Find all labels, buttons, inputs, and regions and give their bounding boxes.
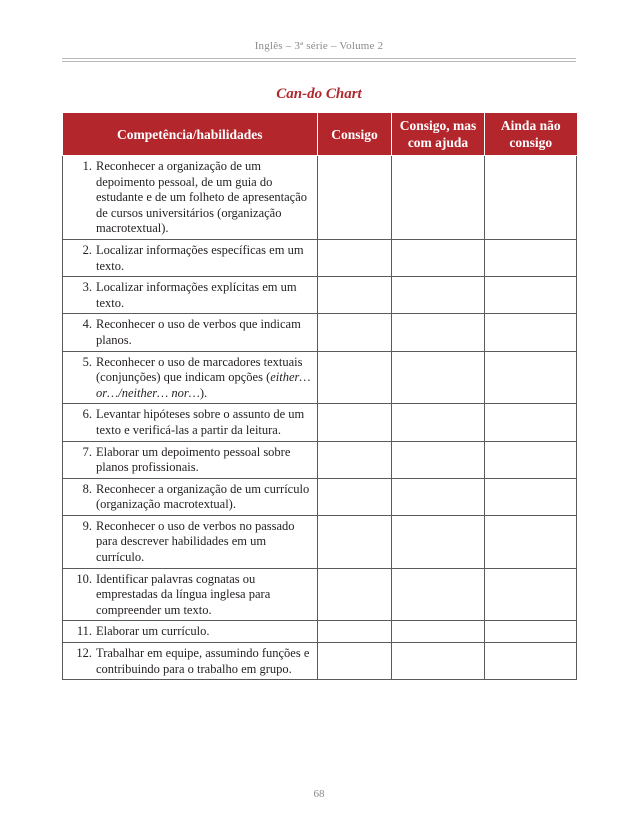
skill-text: Localizar informações específicas em um texto. [96,242,304,273]
skill-text-part: Reconhecer o uso de marcadores textuais (conjunções) que indicam opções ( [96,354,303,385]
cell-can-with-help[interactable] [392,478,485,515]
skill-number: 6. [82,407,92,422]
cell-cannot-yet[interactable] [485,277,577,314]
table-header-row [63,113,577,156]
skill-cell [63,239,318,276]
cell-cannot-yet[interactable] [485,404,577,441]
skill-number: 4. [82,317,92,332]
table-row [63,156,577,240]
cell-can-with-help[interactable] [392,568,485,621]
cell-cannot-yet[interactable] [485,441,577,478]
skill-number: 11. [76,624,92,639]
skill-cell [63,156,318,240]
skill-number: 9. [82,518,92,533]
cell-cannot-yet[interactable] [485,621,577,643]
cell-cannot-yet[interactable] [485,643,577,680]
table-row [63,643,577,680]
skill-cell [63,277,318,314]
skill-number: 8. [82,481,92,496]
cell-can-with-help[interactable] [392,404,485,441]
skill-cell [63,621,318,643]
skill-text-part: ). [199,385,208,400]
cell-cannot-yet[interactable] [485,239,577,276]
cell-can[interactable] [318,568,392,621]
cell-can[interactable] [318,156,392,240]
cell-cannot-yet[interactable] [485,314,577,351]
cell-can[interactable] [318,441,392,478]
cell-can[interactable] [318,351,392,404]
can-do-table [62,113,577,680]
header-divider [62,58,576,62]
cell-can[interactable] [318,314,392,351]
cell-can[interactable] [318,404,392,441]
cell-can[interactable] [318,277,392,314]
cell-can-with-help[interactable] [392,351,485,404]
cell-can-with-help[interactable] [392,156,485,240]
skill-text: Elaborar um depoimento pessoal sobre planos profissionais. [96,444,291,475]
skill-cell [63,441,318,478]
table-row [63,277,577,314]
cell-can-with-help[interactable] [392,643,485,680]
skill-text [96,355,313,402]
cell-can[interactable] [318,478,392,515]
skill-text: Localizar informações explícitas em um texto. [96,280,297,310]
skill-text: Reconhecer a organização de um currículo (organização macrotextual). [96,481,310,512]
table-row [63,441,577,478]
table-row [63,515,577,568]
skill-cell [63,478,318,515]
skill-text: Reconhecer o uso de verbos que indicam planos. [96,317,301,347]
cell-can-with-help[interactable] [392,277,485,314]
skill-cell [63,314,318,351]
skill-text: Trabalhar em equipe, assumindo funções e contribuindo para o trabalho em grupo. [96,646,310,676]
cell-can-with-help[interactable] [392,621,485,643]
cell-can[interactable] [318,643,392,680]
cell-cannot-yet[interactable] [485,515,577,568]
cell-can[interactable] [318,515,392,568]
skill-text: Reconhecer a organização de um depoimento pessoal, de um guia do estudante e de um folheto de apresentação de cursos universitários (organização macrotextual). [96,159,308,236]
cell-can-with-help[interactable] [392,239,485,276]
table-row [63,404,577,441]
table-row [63,568,577,621]
cell-can-with-help[interactable] [392,314,485,351]
cell-cannot-yet[interactable] [485,478,577,515]
skill-number: 5. [82,354,92,369]
skill-cell [63,404,318,441]
skill-cell [63,643,318,680]
skill-cell [63,351,318,404]
cell-cannot-yet[interactable] [485,351,577,404]
table-row [63,351,577,404]
skill-number: 3. [82,280,92,295]
skill-text: Levantar hipóteses sobre o assunto de um texto e verificá-las a partir da leitura. [96,407,305,437]
table-row [63,239,577,276]
skill-text: Identificar palavras cognatas ou emprestadas da língua inglesa para compreender um texto. [96,571,271,617]
running-header: Inglês – 3ª série – Volume 2 [254,40,384,52]
cell-can-with-help[interactable] [392,441,485,478]
skill-number: 7. [82,444,92,459]
column-header-can: Consigo [318,113,392,156]
skill-text: Reconhecer o uso de verbos no passado para descrever habilidades em um currículo. [96,518,295,565]
table-row [63,621,577,643]
skill-number: 1. [82,159,92,173]
cell-can[interactable] [318,239,392,276]
skill-number: 12. [76,646,92,661]
table-row [63,314,577,351]
cell-cannot-yet[interactable] [485,156,577,240]
cell-can-with-help[interactable] [392,515,485,568]
skill-cell [63,568,318,621]
skill-text-italic: either… or…/neither… nor… [96,370,311,400]
column-header-cannot-yet: Ainda não consigo [485,113,577,156]
table-row [63,478,577,515]
cell-cannot-yet[interactable] [485,568,577,621]
skill-text: Elaborar um currículo. [96,624,210,639]
page-title: Can-do Chart [276,86,362,102]
cell-can[interactable] [318,621,392,643]
skill-number: 10. [76,571,92,586]
skill-number: 2. [82,242,92,257]
column-header-can-with-help: Consigo, mas com ajuda [392,113,485,156]
column-header-skills: Competência/habilidades [63,113,318,156]
skill-cell [63,515,318,568]
page-number: 68 [313,788,325,800]
